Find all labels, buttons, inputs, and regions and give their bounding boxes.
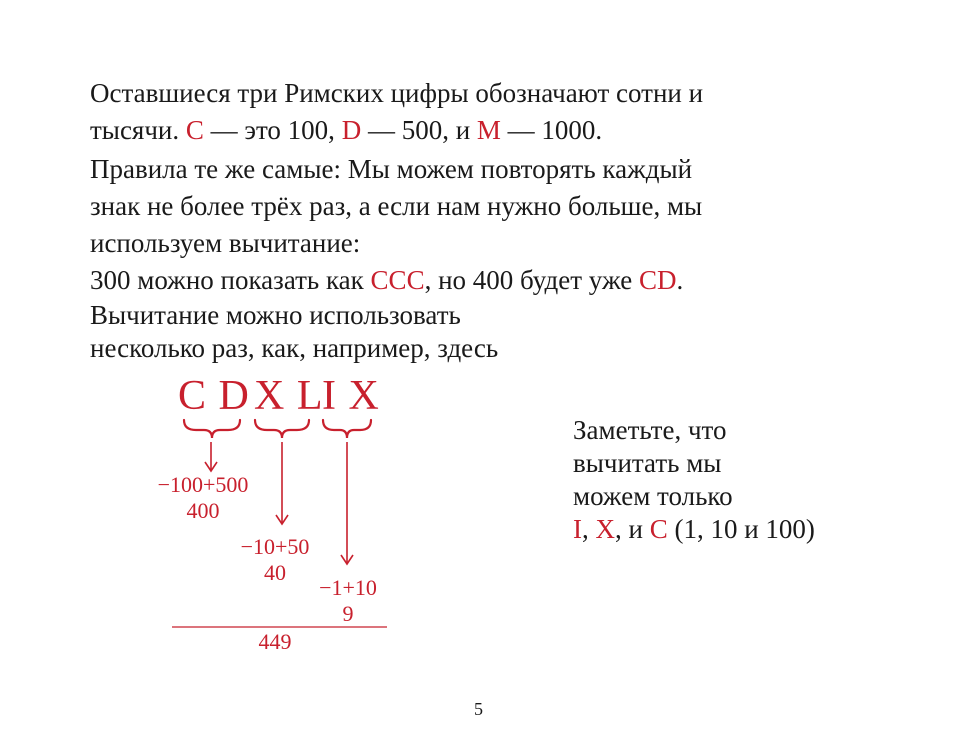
step-1-expression: −100+500 [157,472,249,497]
note-line-1: Заметьте, что [573,415,727,445]
note-line-2: вычитать мы [573,448,722,478]
note-line-3: можем только [573,481,733,511]
text: тысячи. [90,115,186,145]
text: , но 400 будет уже [424,265,639,295]
paragraph-3-line-2: Вычитание можно использовать [90,300,461,330]
paragraph-1-line-1: Оставшиеся три Римских цифры обозначают сотни и [90,78,704,108]
numeral-i: I [573,514,582,544]
numeral-x: X [595,514,615,544]
text: , [582,514,596,544]
brace-icon [255,420,309,438]
numeral-group-xl: X L [254,373,324,419]
step-3-expression: −1+10 [319,575,377,600]
note-line-4 [573,513,815,546]
text: . [676,265,684,295]
paragraph-3-line-3: несколько раз, как, например, здесь [90,333,499,363]
step-2-expression: −10+50 [240,534,310,559]
text: — 500, и [361,115,477,145]
numeral-cd: CD [638,265,677,295]
total-result: 449 [258,629,292,654]
numeral-m: M [476,115,501,145]
step-2-result: 40 [264,560,286,585]
text: — это 100, [203,115,342,145]
brace-icon [323,420,371,438]
numeral-group-ix: I X [322,373,380,419]
numeral-c: C [185,115,204,145]
numeral-ccc: CCC [370,265,425,295]
numeral-group-cd: C D [178,373,250,419]
step-3-result: 9 [342,601,354,626]
paragraph-2-line-2: знак не более трёх раз, а если нам нужно больше, мы [90,191,703,221]
brace-icon [184,420,240,438]
side-note [573,414,815,546]
text: — 1000. [500,115,603,145]
text: (1, 10 и 100) [667,514,815,544]
paragraph-2-line-3: используем вычитание: [90,228,361,258]
text: 300 можно показать как [90,265,371,295]
page-number: 5 [474,699,483,719]
numeral-d: D [341,115,362,145]
paragraph-2-line-1: Правила те же самые: Мы можем повторять каждый [90,154,693,184]
text: , и [615,514,650,544]
step-1-result: 400 [186,498,220,523]
numeral-c: C [649,514,668,544]
